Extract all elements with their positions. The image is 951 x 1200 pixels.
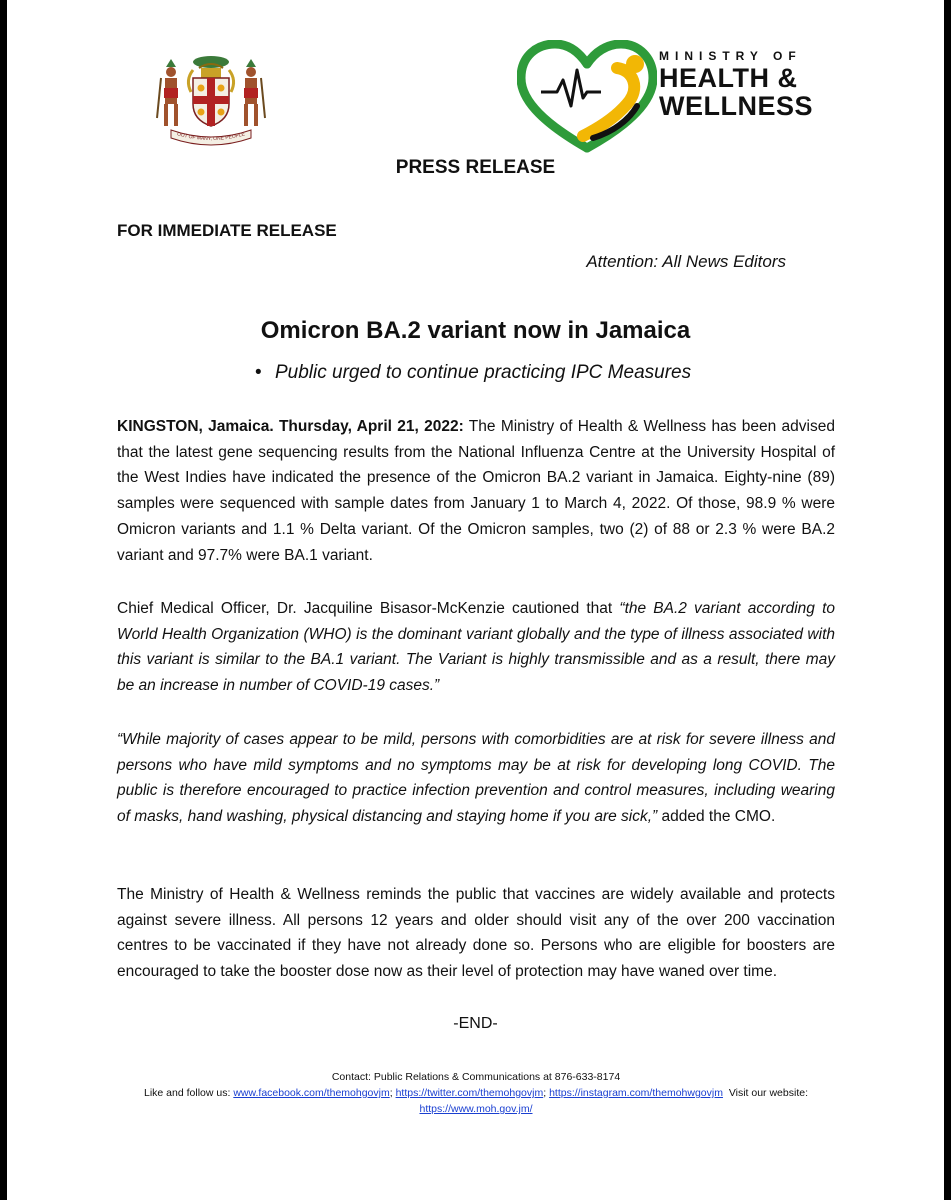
- press-release-page: [7, 0, 944, 1200]
- moh-logo: [517, 40, 852, 155]
- facebook-link[interactable]: www.facebook.com/themohgovjm: [233, 1087, 390, 1099]
- subhead-text: Public urged to continue practicing IPC Measures: [275, 362, 692, 383]
- cmo-quote-1: “the BA.2 variant according to World Health Organization (WHO) is the dominant variant globally and the type of illness associated with this variant is similar to the BA.1 variant. The Variant is highly transmissible and as a result, there may be an increase in number of COVID-19 cases.”: [117, 600, 836, 695]
- footer-contact: Contact: Public Relations & Communications at 876-633-8174: [331, 1071, 621, 1083]
- twitter-link[interactable]: https://twitter.com/themohgovjm: [395, 1087, 544, 1099]
- press-release-label: PRESS RELEASE: [395, 157, 556, 178]
- footer-links: Like and follow us: www.facebook.com/themohgovjm; https://twitter.com/themohgovjm; https://instagram.com/themohwgovjm Visit our website: https://www.moh.gov.jm/: [144, 1087, 808, 1115]
- dateline: KINGSTON, Jamaica. Thursday, April 21, 2022:: [117, 418, 464, 435]
- logo-line-2: HEALTH &: [659, 63, 798, 93]
- instagram-link[interactable]: https://instagram.com/themohwgovjm: [549, 1087, 723, 1099]
- paragraph-1: [117, 414, 835, 568]
- paragraph-3: [117, 727, 835, 830]
- coat-of-arms-icon: [155, 48, 267, 148]
- paragraph-1-text: The Ministry of Health & Wellness has been advised that the latest gene sequencing results from the National Influenza Centre at the University Hospital of the West Indies have indicated the presence of the Omicron BA.2 variant in Jamaica. Eighty-nine (89) samples were sequenced with sample dates from January 1 to March 4, 2022. Of those, 98.9 % were Omicron variants and 1.1 % Delta variant. Of the Omicron samples, two (2) of 88 or 2.3 % were BA.2 variant and 97.7% were BA.1 variant.: [117, 418, 835, 564]
- end-marker: -END-: [453, 1015, 498, 1032]
- paragraph-2: [117, 596, 835, 699]
- logo-line-1: MINISTRY OF: [659, 49, 802, 63]
- bullet-icon: •: [255, 362, 262, 383]
- logo-line-3: WELLNESS: [659, 91, 814, 121]
- paragraph-4: The Ministry of Health & Wellness reminds the public that vaccines are widely available and protects against severe illness. All persons 12 years and older should visit any of the over 200 vaccination centres to be vaccinated if they have not already done so. Persons who are eligible for boosters are encouraged to take the booster dose now as their level of protection may have waned over time.: [117, 886, 835, 981]
- follow-label: Like and follow us:: [144, 1087, 231, 1099]
- visit-label: Visit our website:: [728, 1087, 808, 1099]
- svg-text:OUT OF MANY, ONE PEOPLE: OUT OF MANY, ONE PEOPLE: [176, 131, 246, 143]
- subhead: [255, 362, 691, 384]
- quote-attribution: added the CMO.: [661, 808, 776, 826]
- website-link[interactable]: https://www.moh.gov.jm/: [419, 1103, 533, 1115]
- headline: Omicron BA.2 variant now in Jamaica: [260, 317, 691, 344]
- moh-logo-text: [659, 50, 813, 120]
- heart-icon: [517, 40, 657, 155]
- release-type: FOR IMMEDIATE RELEASE: [117, 221, 337, 240]
- paragraph-2-intro: Chief Medical Officer, Dr. Jacquiline Bisasor-McKenzie cautioned that: [117, 600, 613, 617]
- cmo-quote-2: “While majority of cases appear to be mild, persons with comorbidities are at risk for severe illness and persons who have mild symptoms and no symptoms may be at risk for developing long COVID. The public is therefore encouraged to practice infection prevention and control measures, including wearing of masks, hand washing, physical distancing and staying home if you are sick,”: [117, 731, 835, 826]
- attention-line: Attention: All News Editors: [586, 252, 786, 271]
